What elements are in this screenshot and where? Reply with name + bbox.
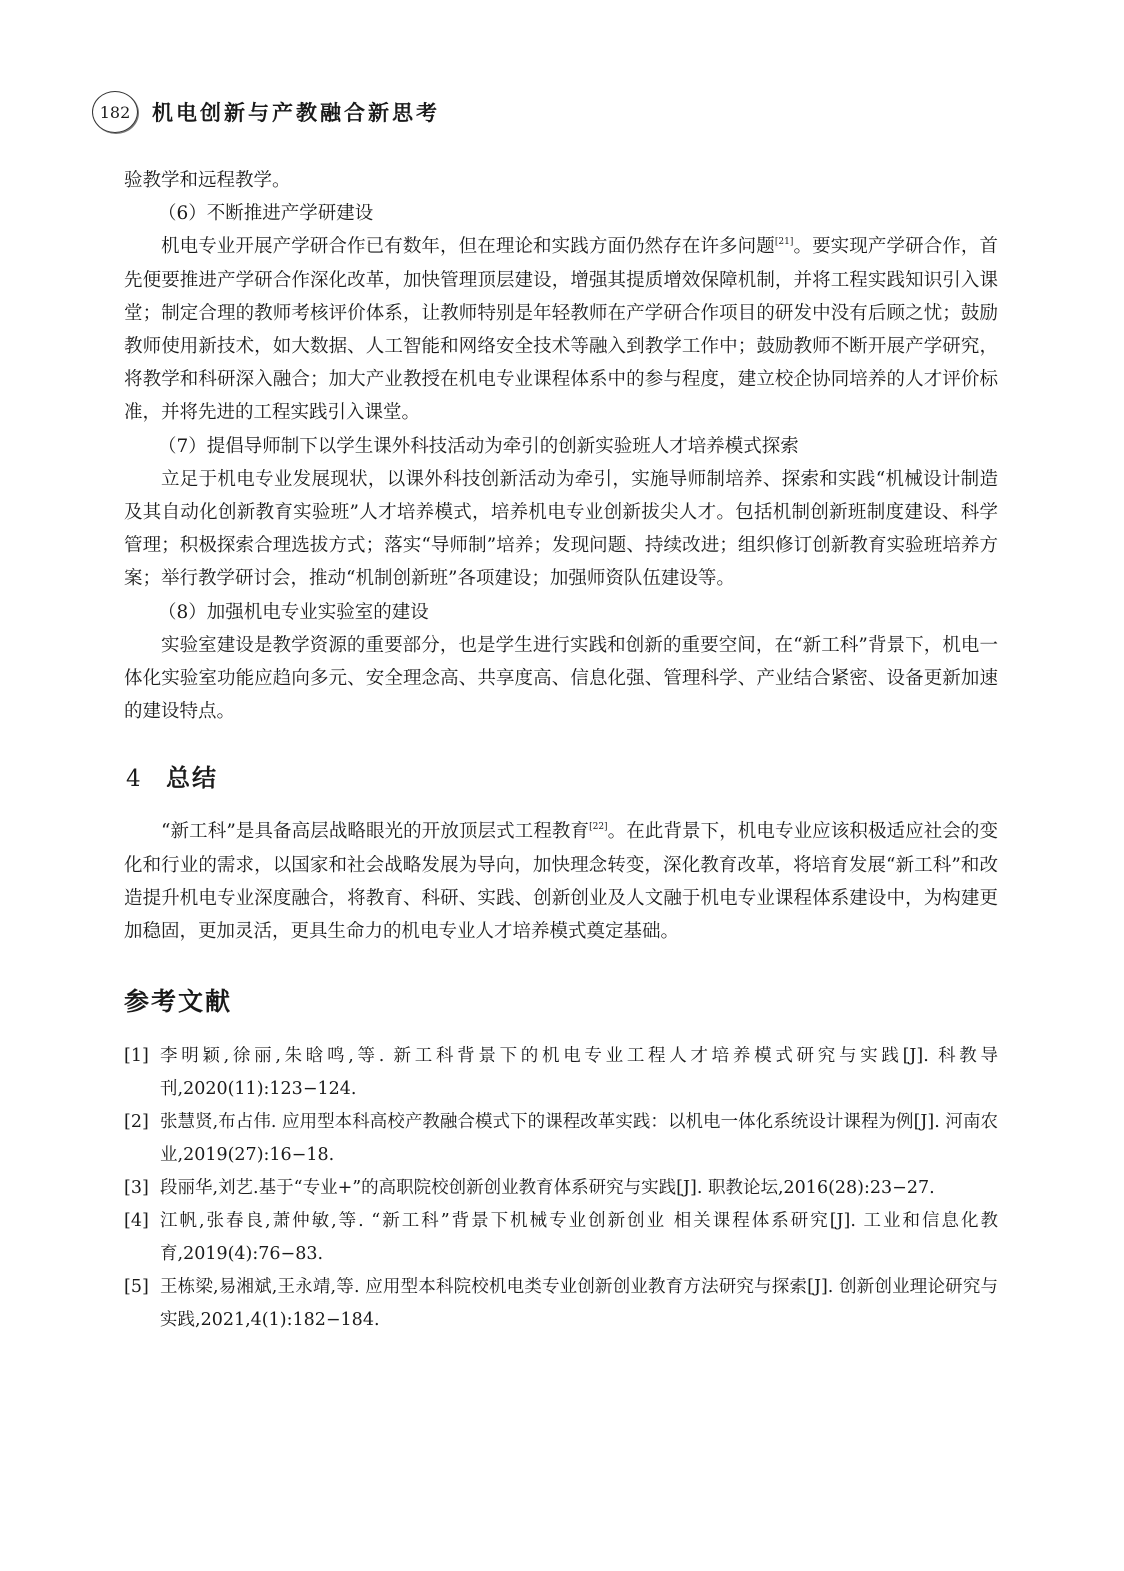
reference-text: 王栋梁,易湘斌,王永靖,等. 应用型本科院校机电类专业创新创业教育方法研究与探索[J]. 创新创业理论研究与实践,2021,4(1):182−184. [160,1277,998,1331]
reference-text: 段丽华,刘艺.基于“专业+”的高职院校创新创业教育体系研究与实践[J]. 职教论坛,2016(28):23−27. [160,1178,935,1199]
paragraph-continuation: 验教学和远程教学。 [124,170,291,191]
reference-label: [1] [124,1046,149,1067]
paragraph-6 [124,230,998,429]
running-header [92,90,440,134]
reference-text: 江帆,张春良,萧仲敏,等. “新工科”背景下机械专业创新创业 相关课程体系研究[J]. 工业和信息化教育,2019(4):76−83. [160,1211,998,1265]
citation-21: [21] [774,237,794,248]
reference-item [124,1205,998,1271]
reference-text: 张慧贤,布占伟. 应用型本科高校产教融合模式下的课程改革实践：以机电一体化系统设计课程为例[J]. 河南农业,2019(27):16−18. [160,1112,998,1166]
reference-item [124,1172,998,1205]
reference-label: [2] [124,1112,149,1133]
citation-22: [22] [589,822,608,833]
summary-text-b: 。在此背景下，机电专业应该积极适应社会的变化和行业的需求，以国家和社会战略发展为导向，加快理念转变，深化教育改革，将培育发展“新工科”和改造提升机电专业深度融合，将教育、科研、实践、创新创业及人文融于机电专业课程体系建设中，为构建更加稳固，更加灵活，更具生命力的机电专业人才培养模式奠定基础。 [124,821,998,943]
reference-label: [4] [124,1211,149,1232]
summary-text-a: “新工科”是具备高层战略眼光的开放顶层式工程教育 [161,821,590,843]
paragraph-6-text-b: 。要实现产学研合作，首先便要推进产学研合作深化改革，加快管理顶层建设，增强其提质增效保障机制，并将工程实践知识引入课堂；制定合理的教师考核评价体系，让教师特别是年轻教师在产学研合作项目的研发中没有后顾之忧；鼓励教师使用新技术，如大数据、人工智能和网络安全技术等融入到教学工作中；鼓励教师不断开展产学研究，将教学和科研深入融合；加大产业教授在机电专业课程体系中的参与程度，建立校企协同培养的人才评价标准，并将先进的工程实践引入课堂。 [124,236,998,424]
reference-item [124,1106,998,1172]
reference-text: 李明颖,徐丽,朱晗鸣,等. 新工科背景下的机电专业工程人才培养模式研究与实践[J]. 科教导刊,2020(11):123−124. [160,1046,998,1100]
section-title: 总结 [166,764,218,793]
reference-label: [5] [124,1277,149,1298]
summary-paragraph [124,815,998,948]
references-title: 参考文献 [124,987,233,1017]
reference-item [124,1040,998,1106]
subheading-6: （6）不断推进产学研建设 [158,203,374,225]
page-number: 182 [92,91,138,133]
running-title: 机电创新与产教融合新思考 [152,101,440,125]
reference-item [124,1271,998,1337]
subheading-8: （8）加强机电专业实验室的建设 [158,601,429,623]
subheading-7: （7）提倡导师制下以学生课外科技活动为牵引的创新实验班人才培养模式探索 [158,435,799,457]
section-heading-4 [124,758,998,793]
reference-list [124,1040,998,1337]
paragraph-8: 实验室建设是教学资源的重要部分，也是学生进行实践和创新的重要空间，在“新工科”背景下，机电一体化实验室功能应趋向多元、安全理念高、共享度高、信息化强、管理科学、产业结合紧密、设备更新加速的建设特点。 [124,634,998,723]
paragraph-6-text-a: 机电专业开展产学研合作已有数年，但在理论和实践方面仍然存在许多问题 [161,236,775,258]
main-text [124,164,998,1337]
section-number: 4 [126,766,141,793]
paragraph-7: 立足于机电专业发展现状，以课外科技创新活动为牵引，实施导师制培养、探索和实践“机械设计制造及其自动化创新教育实验班”人才培养模式，培养机电专业创新拔尖人才。包括机制创新班制度建设、科学管理；积极探索合理选拔方式；落实“导师制”培养；发现问题、持续改进；组织修订创新教育实验班培养方案；举行教学研讨会，推动“机制创新班”各项建设；加强师资队伍建设等。 [124,468,998,590]
reference-label: [3] [124,1178,149,1199]
